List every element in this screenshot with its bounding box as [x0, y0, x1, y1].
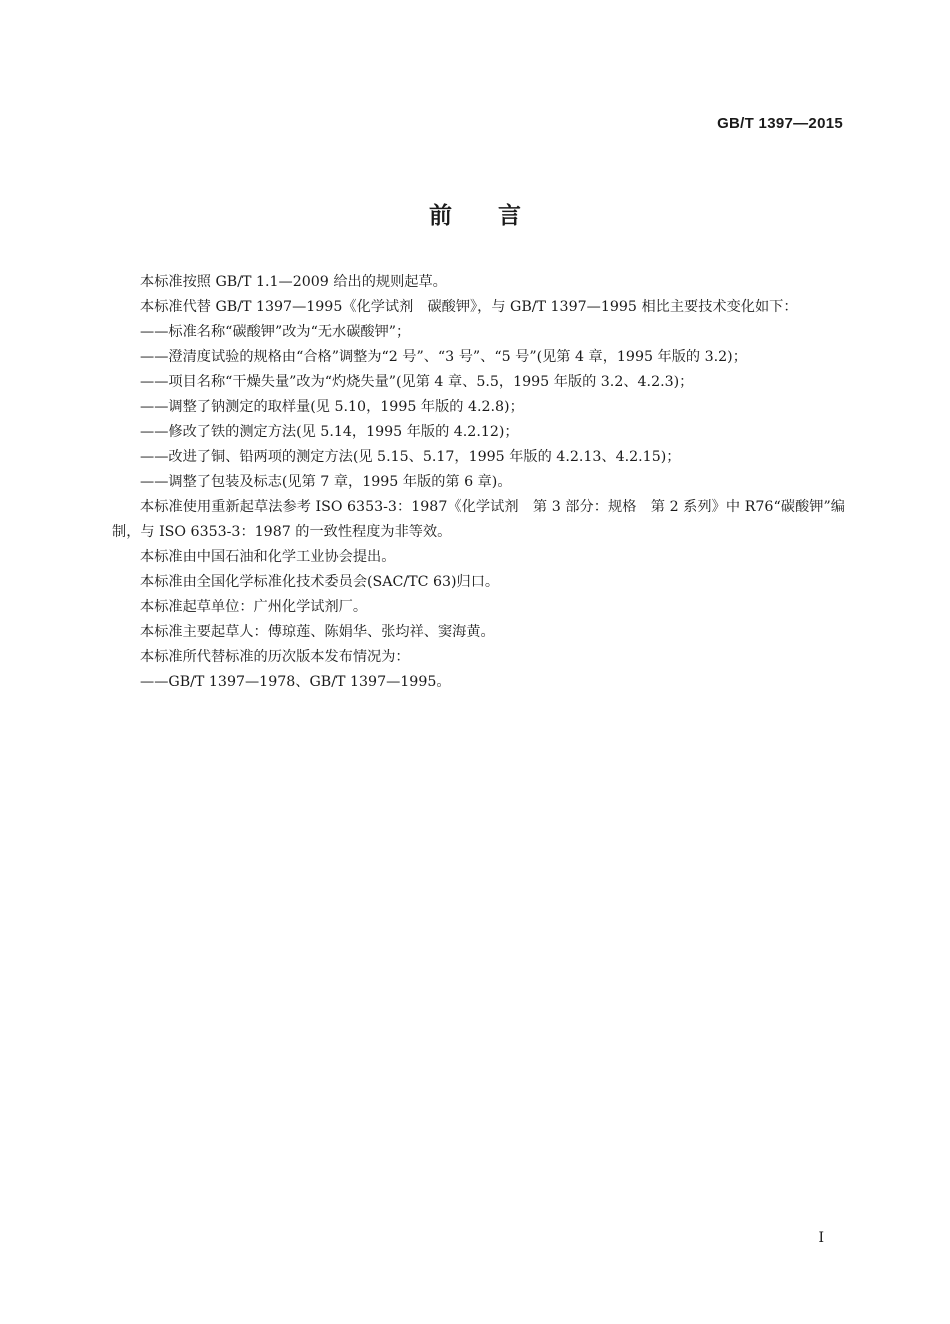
list-item: ——改进了铜、铅两项的测定方法(见 5.15、5.17，1995 年版的 4.2.13、4.2.15)；: [140, 449, 681, 465]
paragraph: 本标准由全国化学标准化技术委员会(SAC/TC 63)归口。: [140, 574, 500, 590]
list-item: ——澄清度试验的规格由“合格”调整为“2 号”、“3 号”、“5 号”(见第 4 章，1995 年版的 3.2)；: [140, 349, 747, 365]
list-item: ——标准名称“碳酸钾”改为“无水碳酸钾”；: [140, 324, 411, 340]
paragraph: 本标准由中国石油和化学工业协会提出。: [140, 549, 396, 565]
list-item: ——项目名称“干燥失量”改为“灼烧失量”(见第 4 章、5.5，1995 年版的 3.2、4.2.3)；: [140, 374, 694, 390]
paragraph: 本标准代替 GB/T 1397—1995《化学试剂 碳酸钾》，与 GB/T 1397—1995 相比主要技术变化如下：: [140, 299, 798, 315]
page-number: I: [818, 1230, 824, 1246]
paragraph: 本标准使用重新起草法参考 ISO 6353-3：1987《化学试剂 第 3 部分：规格 第 2 系列》中 R76“碳酸钾”编制，与 ISO 6353-3：1987 的一致性程度为非等效。: [112, 499, 845, 540]
list-item: ——修改了铁的测定方法(见 5.14，1995 年版的 4.2.12)；: [140, 424, 519, 440]
list-item: ——GB/T 1397—1978、GB/T 1397—1995。: [140, 674, 451, 690]
page-title: 前言: [429, 203, 567, 229]
foreword-body: [112, 270, 845, 695]
paragraph: 本标准按照 GB/T 1.1—2009 给出的规则起草。: [140, 274, 447, 290]
list-item: ——调整了包装及标志(见第 7 章，1995 年版的第 6 章)。: [140, 474, 512, 490]
paragraph: 本标准主要起草人：傅琼莲、陈娟华、张均祥、窦海黄。: [140, 624, 495, 640]
standard-number: GB/T 1397—2015: [717, 115, 843, 132]
paragraph: 本标准所代替标准的历次版本发布情况为：: [140, 649, 410, 665]
list-item: ——调整了钠测定的取样量(见 5.10，1995 年版的 4.2.8)；: [140, 399, 524, 415]
paragraph: 本标准起草单位：广州化学试剂厂。: [140, 599, 368, 615]
